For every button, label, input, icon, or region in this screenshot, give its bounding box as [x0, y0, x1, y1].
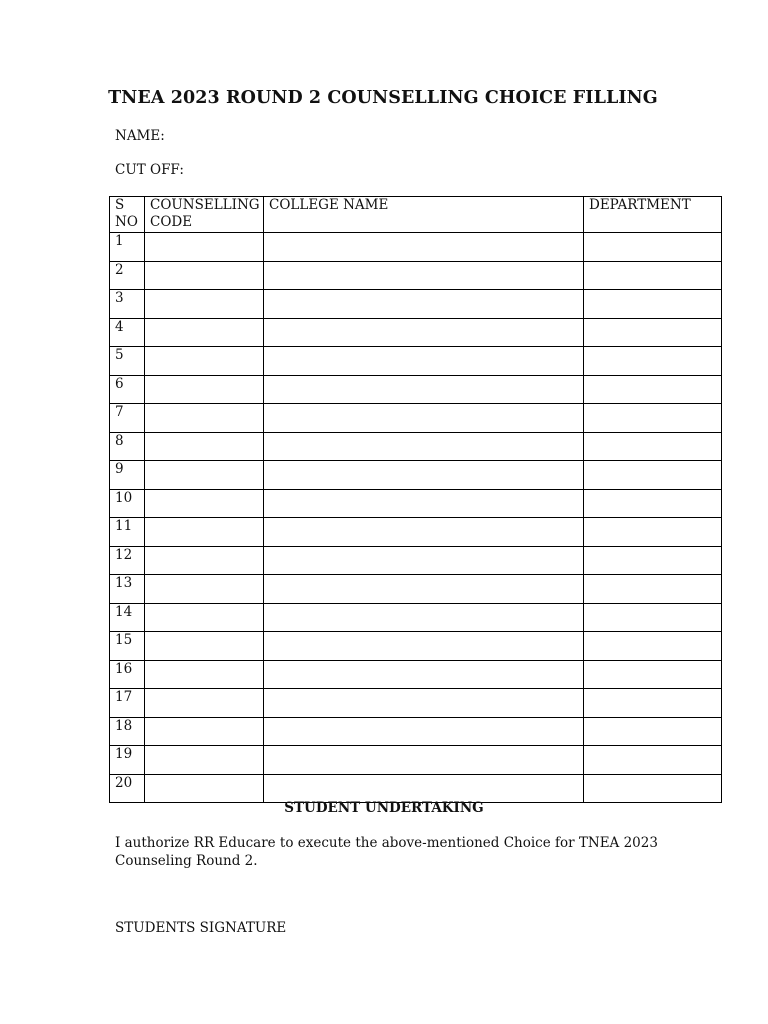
table-row — [110, 717, 722, 746]
header-code-line2: CODE — [150, 214, 193, 230]
counselling-code-cell[interactable] — [145, 774, 264, 803]
undertaking-text-line1: I authorize RR Educare to execute the above-mentioned Choice for TNEA 2023 — [115, 835, 658, 851]
table-row — [110, 233, 722, 262]
table-header-row — [110, 197, 722, 233]
sno-cell: 20 — [110, 774, 145, 803]
college-name-cell[interactable] — [264, 575, 584, 604]
department-cell[interactable] — [584, 432, 722, 461]
counselling-code-cell[interactable] — [145, 717, 264, 746]
department-cell[interactable] — [584, 632, 722, 661]
table-row — [110, 746, 722, 775]
sno-cell: 1 — [110, 233, 145, 262]
table-row — [110, 318, 722, 347]
sno-cell: 4 — [110, 318, 145, 347]
counselling-code-cell[interactable] — [145, 432, 264, 461]
counselling-code-cell[interactable] — [145, 518, 264, 547]
document-title-text: TNEA 2023 ROUND 2 COUNSELLING CHOICE FILLING — [108, 88, 658, 108]
counselling-code-cell[interactable] — [145, 603, 264, 632]
department-cell[interactable] — [584, 290, 722, 319]
college-name-cell[interactable] — [264, 404, 584, 433]
students-signature-label: STUDENTS SIGNATURE — [115, 920, 287, 936]
header-code-line1: COUNSELLING — [150, 197, 260, 213]
sno-cell: 6 — [110, 375, 145, 404]
sno-cell: 12 — [110, 546, 145, 575]
college-name-cell[interactable] — [264, 660, 584, 689]
sno-cell: 15 — [110, 632, 145, 661]
sno-cell: 5 — [110, 347, 145, 376]
department-cell[interactable] — [584, 233, 722, 262]
department-cell[interactable] — [584, 603, 722, 632]
sno-cell: 9 — [110, 461, 145, 490]
department-cell[interactable] — [584, 660, 722, 689]
header-counselling-code — [145, 197, 264, 233]
department-cell[interactable] — [584, 347, 722, 376]
undertaking-text — [115, 834, 675, 870]
choice-table — [109, 196, 722, 803]
header-sno-line2: NO — [115, 214, 138, 230]
counselling-code-cell[interactable] — [145, 233, 264, 262]
department-cell[interactable] — [584, 546, 722, 575]
counselling-code-cell[interactable] — [145, 347, 264, 376]
document-title — [0, 88, 768, 108]
college-name-cell[interactable] — [264, 518, 584, 547]
table-row — [110, 290, 722, 319]
department-cell[interactable] — [584, 489, 722, 518]
table-row — [110, 774, 722, 803]
counselling-code-cell[interactable] — [145, 660, 264, 689]
table-row — [110, 489, 722, 518]
college-name-cell[interactable] — [264, 603, 584, 632]
table-row — [110, 347, 722, 376]
header-sno — [110, 197, 145, 233]
department-cell[interactable] — [584, 518, 722, 547]
sno-cell: 2 — [110, 261, 145, 290]
college-name-cell[interactable] — [264, 546, 584, 575]
undertaking-heading-text: STUDENT UNDERTAKING — [284, 800, 484, 816]
table-row — [110, 261, 722, 290]
college-name-cell[interactable] — [264, 461, 584, 490]
name-field-label: NAME: — [115, 128, 165, 144]
table-row — [110, 432, 722, 461]
table-row — [110, 632, 722, 661]
header-department: DEPARTMENT — [584, 197, 722, 233]
counselling-code-cell[interactable] — [145, 461, 264, 490]
counselling-code-cell[interactable] — [145, 261, 264, 290]
college-name-cell[interactable] — [264, 233, 584, 262]
college-name-cell[interactable] — [264, 347, 584, 376]
sno-cell: 7 — [110, 404, 145, 433]
department-cell[interactable] — [584, 375, 722, 404]
sno-cell: 8 — [110, 432, 145, 461]
sno-cell: 18 — [110, 717, 145, 746]
sno-cell: 10 — [110, 489, 145, 518]
table-row — [110, 575, 722, 604]
college-name-cell[interactable] — [264, 632, 584, 661]
department-cell[interactable] — [584, 404, 722, 433]
department-cell[interactable] — [584, 746, 722, 775]
sno-cell: 11 — [110, 518, 145, 547]
table-row — [110, 660, 722, 689]
department-cell[interactable] — [584, 261, 722, 290]
table-row — [110, 546, 722, 575]
college-name-cell[interactable] — [264, 489, 584, 518]
counselling-code-cell[interactable] — [145, 746, 264, 775]
header-sno-line1: S — [115, 197, 125, 213]
undertaking-text-line2: Counseling Round 2. — [115, 853, 258, 869]
table-row — [110, 404, 722, 433]
table-row — [110, 518, 722, 547]
department-cell[interactable] — [584, 461, 722, 490]
college-name-cell[interactable] — [264, 717, 584, 746]
counselling-code-cell[interactable] — [145, 290, 264, 319]
college-name-cell[interactable] — [264, 746, 584, 775]
sno-cell: 19 — [110, 746, 145, 775]
department-cell[interactable] — [584, 575, 722, 604]
sno-cell: 16 — [110, 660, 145, 689]
department-cell[interactable] — [584, 717, 722, 746]
counselling-code-cell[interactable] — [145, 489, 264, 518]
undertaking-heading — [0, 800, 768, 816]
counselling-code-cell[interactable] — [145, 318, 264, 347]
table-row — [110, 375, 722, 404]
department-cell[interactable] — [584, 689, 722, 718]
sno-cell: 17 — [110, 689, 145, 718]
department-cell[interactable] — [584, 318, 722, 347]
college-name-cell[interactable] — [264, 375, 584, 404]
college-name-cell[interactable] — [264, 774, 584, 803]
cutoff-field-label: CUT OFF: — [115, 162, 184, 178]
college-name-cell[interactable] — [264, 290, 584, 319]
table-row — [110, 603, 722, 632]
table-row — [110, 461, 722, 490]
college-name-cell[interactable] — [264, 432, 584, 461]
counselling-code-cell[interactable] — [145, 689, 264, 718]
counselling-code-cell[interactable] — [145, 546, 264, 575]
sno-cell: 3 — [110, 290, 145, 319]
counselling-code-cell[interactable] — [145, 404, 264, 433]
college-name-cell[interactable] — [264, 261, 584, 290]
department-cell[interactable] — [584, 774, 722, 803]
header-college-name: COLLEGE NAME — [264, 197, 584, 233]
counselling-code-cell[interactable] — [145, 632, 264, 661]
table-row — [110, 689, 722, 718]
college-name-cell[interactable] — [264, 318, 584, 347]
sno-cell: 14 — [110, 603, 145, 632]
sno-cell: 13 — [110, 575, 145, 604]
college-name-cell[interactable] — [264, 689, 584, 718]
counselling-code-cell[interactable] — [145, 375, 264, 404]
counselling-code-cell[interactable] — [145, 575, 264, 604]
